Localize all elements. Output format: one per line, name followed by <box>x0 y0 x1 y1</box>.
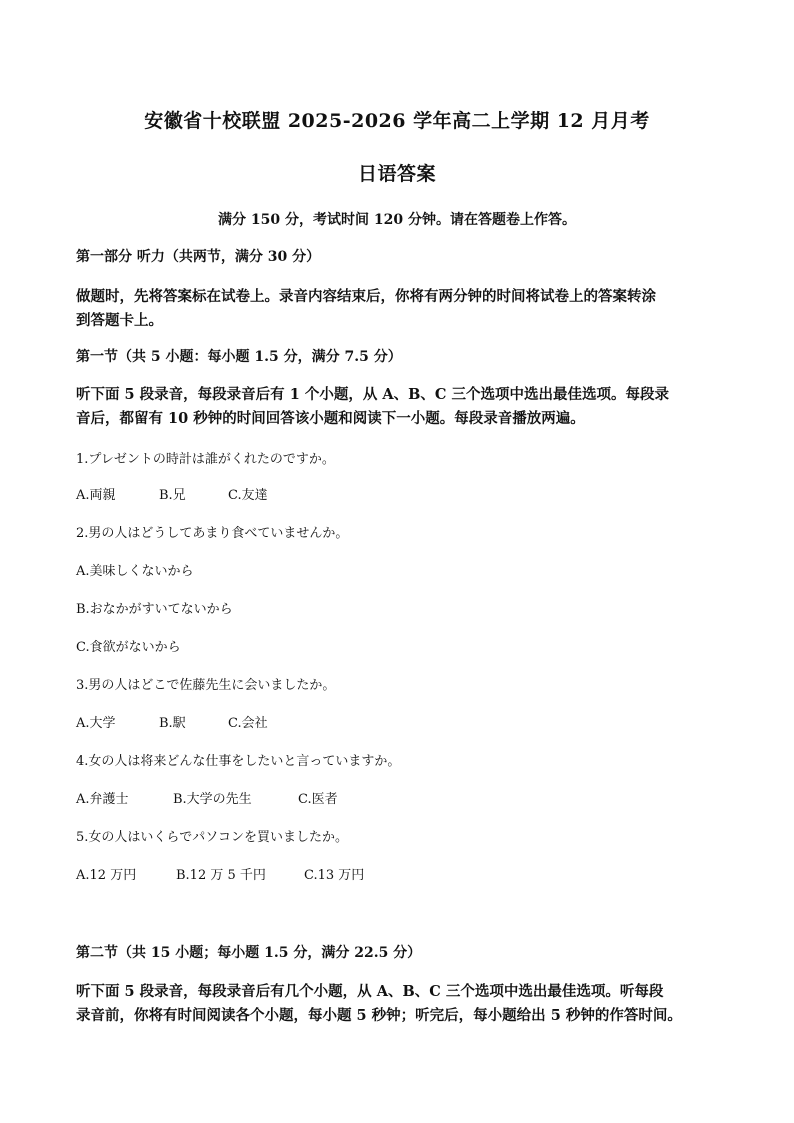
section1-instruction-row: 音后，都留有 10 秒钟的时间回答该小题和阅读下一小题。每段录音播放两遍。 <box>76 410 585 427</box>
section1-heading: 第一节（共 5 小题：每小题 1.5 分，满分 7.5 分） <box>76 349 402 365</box>
exam-info: 满分 150 分，考试时间 120 分钟。请在答题卷上作答。 <box>218 212 576 228</box>
part1-instruction-row: 到答题卡上。 <box>76 312 163 329</box>
question-1: 1.プレゼントの時計は誰がくれたのですか。 <box>76 452 335 467</box>
document-title: 安徽省十校联盟 2025-2026 学年高二上学期 12 月月考 <box>144 110 650 132</box>
part1-heading: 第一部分 听力（共两节，满分 30 分） <box>76 249 321 265</box>
document-subtitle: 日语答案 <box>357 163 436 185</box>
question-3: 3.男の人はどこで佐藤先生に会いましたか。 <box>76 678 336 693</box>
section1-instruction-row: 听下面 5 段录音，每段录音后有 1 个小题，从 A、B、C 三个选项中选出最佳选项。每段录 <box>76 386 670 403</box>
question-4: 4.女の人は将来どんな仕事をしたいと言っていますか。 <box>76 754 401 769</box>
option-a: A.12 万円 <box>76 868 137 883</box>
option-c: C.友達 <box>228 488 268 503</box>
option-b: B.大学の先生 <box>173 792 252 807</box>
option-a: A.両親 <box>76 488 116 503</box>
option-c: C.13 万円 <box>304 868 365 883</box>
section2-heading: 第二节（共 15 小题；每小题 1.5 分，满分 22.5 分） <box>76 945 422 961</box>
option-c: C.食欲がないから <box>76 640 181 655</box>
option-b: B.駅 <box>159 716 186 731</box>
question-5: 5.女の人はいくらでパソコンを買いましたか。 <box>76 830 349 845</box>
section2-instruction-row: 录音前，你将有时间阅读各个小题，每小题 5 秒钟；听完后，每小题给出 5 秒钟的作答时间。 <box>76 1007 682 1024</box>
option-b: B.おなかがすいてないから <box>76 602 233 617</box>
option-b: B.兄 <box>159 488 186 503</box>
part1-instruction <box>76 285 726 333</box>
option-a: A.美味しくないから <box>76 564 194 579</box>
section1-instruction <box>76 383 726 431</box>
option-c: C.医者 <box>298 792 338 807</box>
option-c: C.会社 <box>228 716 268 731</box>
option-a: A.弁護士 <box>76 792 129 807</box>
option-b: B.12 万 5 千円 <box>176 868 266 883</box>
option-a: A.大学 <box>76 716 116 731</box>
section2-instruction-row: 听下面 5 段录音，每段录音后有几个小题，从 A、B、C 三个选项中选出最佳选项。听每段 <box>76 983 664 1000</box>
section2-instruction <box>76 980 726 1028</box>
part1-instruction-row: 做题时，先将答案标在试卷上。录音内容结束后，你将有两分钟的时间将试卷上的答案转涂 <box>76 288 656 305</box>
question-2: 2.男の人はどうしてあまり食べていませんか。 <box>76 526 349 541</box>
